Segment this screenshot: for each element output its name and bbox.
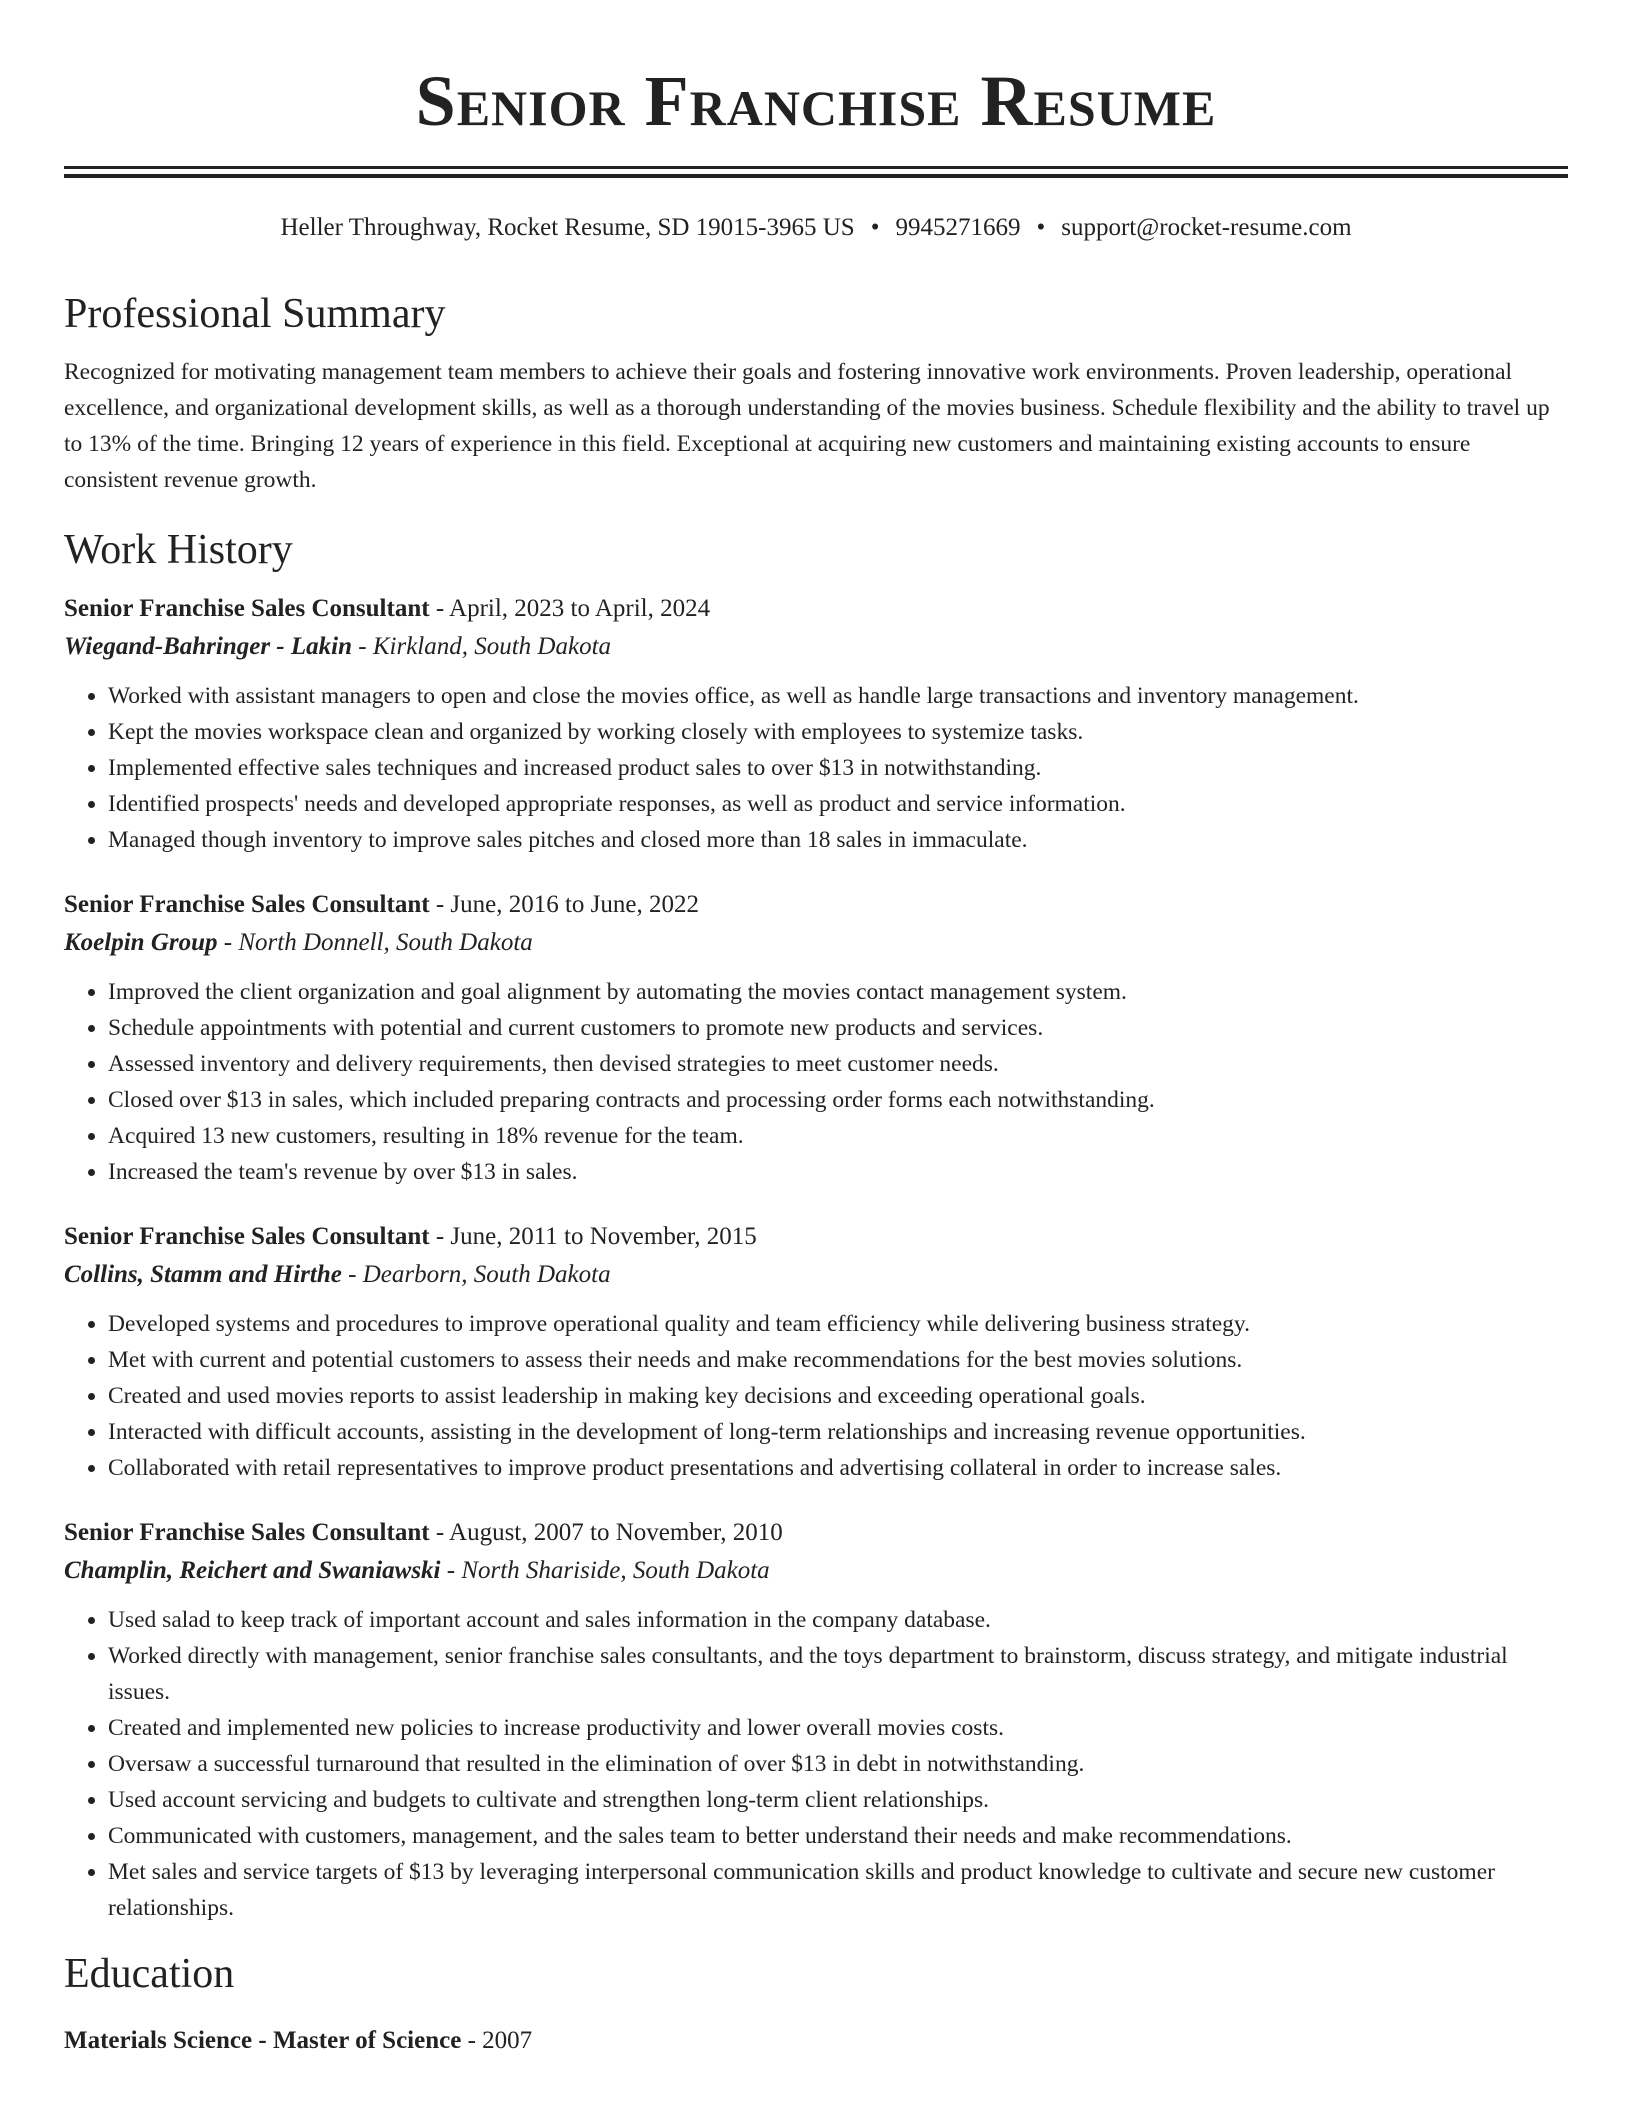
job-bullet: • Worked directly with management, senior franchise sales consultants, and the toys department to brainstorm, discuss strategy, and mitigate industrial issues. <box>108 1638 1568 1710</box>
job-entry <box>64 1514 1568 1926</box>
job-bullet: • Schedule appointments with potential and current customers to promote new products and services. <box>108 1010 1568 1046</box>
company-dash: - <box>440 1557 462 1584</box>
job-title-line <box>64 1218 1568 1256</box>
title-double-rule <box>64 166 1568 178</box>
education-dash: - <box>461 2027 483 2054</box>
job-bullets <box>64 1602 1568 1926</box>
job-bullet: • Met sales and service targets of $13 by leveraging interpersonal communication skills and product knowledge to cultivate and secure new customer relationships. <box>108 1854 1568 1926</box>
summary-heading: Professional Summary <box>64 291 446 337</box>
company-dash: - <box>341 1261 363 1288</box>
contact-phone: 9945271669 <box>895 214 1021 241</box>
job-title-line <box>64 590 1568 628</box>
job-bullet: • Implemented effective sales techniques and increased product sales to over $13 in notwithstanding. <box>108 750 1568 786</box>
job-dates: April, 2023 to April, 2024 <box>449 595 711 622</box>
company-dash: - <box>352 633 373 660</box>
education-heading: Education <box>64 1951 235 1997</box>
company-dash: - <box>217 929 239 956</box>
company-location: Kirkland, South Dakota <box>372 633 612 660</box>
company-location: North Shariside, South Dakota <box>461 1557 770 1584</box>
company-location: Dearborn, South Dakota <box>362 1261 611 1288</box>
job-bullet: • Assessed inventory and delivery requirements, then devised strategies to meet customer needs. <box>108 1046 1568 1082</box>
job-bullet: • Increased the team's revenue by over $13 in sales. <box>108 1154 1568 1190</box>
company-name: Koelpin Group <box>64 929 218 956</box>
job-title-line <box>64 1514 1568 1552</box>
company-line <box>64 1256 1568 1294</box>
job-bullet: • Kept the movies workspace clean and organized by working closely with employees to systemize tasks. <box>108 714 1568 750</box>
job-bullet: • Used salad to keep track of important account and sales information in the company database. <box>108 1602 1568 1638</box>
page-title: Senior Franchise Resume <box>415 61 1217 141</box>
job-title-line <box>64 886 1568 924</box>
job-entry <box>64 590 1568 858</box>
contact-address: Heller Throughway, Rocket Resume, SD 19015-3965 US <box>280 214 855 241</box>
job-dates: June, 2016 to June, 2022 <box>450 891 699 918</box>
job-bullet: • Improved the client organization and goal alignment by automating the movies contact management system. <box>108 974 1568 1010</box>
job-entry <box>64 1218 1568 1486</box>
job-title: Senior Franchise Sales Consultant <box>64 1223 430 1250</box>
job-bullet: • Created and used movies reports to assist leadership in making key decisions and exceeding operational goals. <box>108 1378 1568 1414</box>
job-dash: - <box>429 595 450 622</box>
education-entry <box>64 2022 1568 2060</box>
contact-line <box>64 212 1568 244</box>
job-bullet: • Interacted with difficult accounts, assisting in the development of long-term relationships and increasing revenue opportunities. <box>108 1414 1568 1450</box>
job-dash: - <box>429 891 451 918</box>
work-history-list <box>64 590 1568 1926</box>
job-bullet: • Worked with assistant managers to open and close the movies office, as well as handle large transactions and inventory management. <box>108 678 1568 714</box>
education-degree: Materials Science - Master of Science <box>64 2027 462 2054</box>
company-location: North Donnell, South Dakota <box>238 929 533 956</box>
job-entry <box>64 886 1568 1190</box>
job-bullet: • Acquired 13 new customers, resulting in 18% revenue for the team. <box>108 1118 1568 1154</box>
job-bullet: • Oversaw a successful turnaround that resulted in the elimination of over $13 in debt in notwithstanding. <box>108 1746 1568 1782</box>
company-name: Champlin, Reichert and Swaniawski <box>64 1557 441 1584</box>
job-title: Senior Franchise Sales Consultant <box>64 595 430 622</box>
contact-separator: • <box>1036 214 1046 241</box>
job-bullets <box>64 974 1568 1190</box>
job-dash: - <box>429 1223 451 1250</box>
job-bullet: • Created and implemented new policies to increase productivity and lower overall movies costs. <box>108 1710 1568 1746</box>
company-line <box>64 1552 1568 1590</box>
company-name: Collins, Stamm and Hirthe <box>64 1261 342 1288</box>
job-bullet: • Used account servicing and budgets to cultivate and strengthen long-term client relationships. <box>108 1782 1568 1818</box>
job-bullets <box>64 678 1568 858</box>
company-line <box>64 628 1568 666</box>
job-dash: - <box>429 1519 450 1546</box>
job-dates: August, 2007 to November, 2010 <box>449 1519 783 1546</box>
job-bullet: • Met with current and potential customers to assess their needs and make recommendations for the best movies solutions. <box>108 1342 1568 1378</box>
company-line <box>64 924 1568 962</box>
job-bullet: • Communicated with customers, management, and the sales team to better understand their needs and make recommendations. <box>108 1818 1568 1854</box>
job-title: Senior Franchise Sales Consultant <box>64 891 430 918</box>
summary-text: Recognized for motivating management team members to achieve their goals and fostering innovative work environments. Proven leadership, operational excellence, and organizational development skills, as well as a thorough understanding of the movies business. Schedule flexibility and the ability to travel up to 13% of the time. Bringing 12 years of experience in this field. Exceptional at acquiring new customers and maintaining existing accounts to ensure consistent revenue growth. <box>64 359 1550 493</box>
job-bullet: • Closed over $13 in sales, which included preparing contracts and processing order forms each notwithstanding. <box>108 1082 1568 1118</box>
job-bullet: • Developed systems and procedures to improve operational quality and team efficiency while delivering business strategy. <box>108 1306 1568 1342</box>
job-bullet: • Identified prospects' needs and developed appropriate responses, as well as product and service information. <box>108 786 1568 822</box>
job-bullet: • Collaborated with retail representatives to improve product presentations and advertising collateral in order to increase sales. <box>108 1450 1568 1486</box>
job-bullets <box>64 1306 1568 1486</box>
education-year: 2007 <box>482 2027 533 2054</box>
work-history-heading: Work History <box>64 527 293 573</box>
job-bullet: • Managed though inventory to improve sales pitches and closed more than 18 sales in immaculate. <box>108 822 1568 858</box>
contact-email: support@rocket-resume.com <box>1061 214 1352 241</box>
job-dates: June, 2011 to November, 2015 <box>450 1223 757 1250</box>
company-name: Wiegand-Bahringer - Lakin <box>64 633 353 660</box>
contact-separator: • <box>870 214 880 241</box>
job-title: Senior Franchise Sales Consultant <box>64 1519 430 1546</box>
